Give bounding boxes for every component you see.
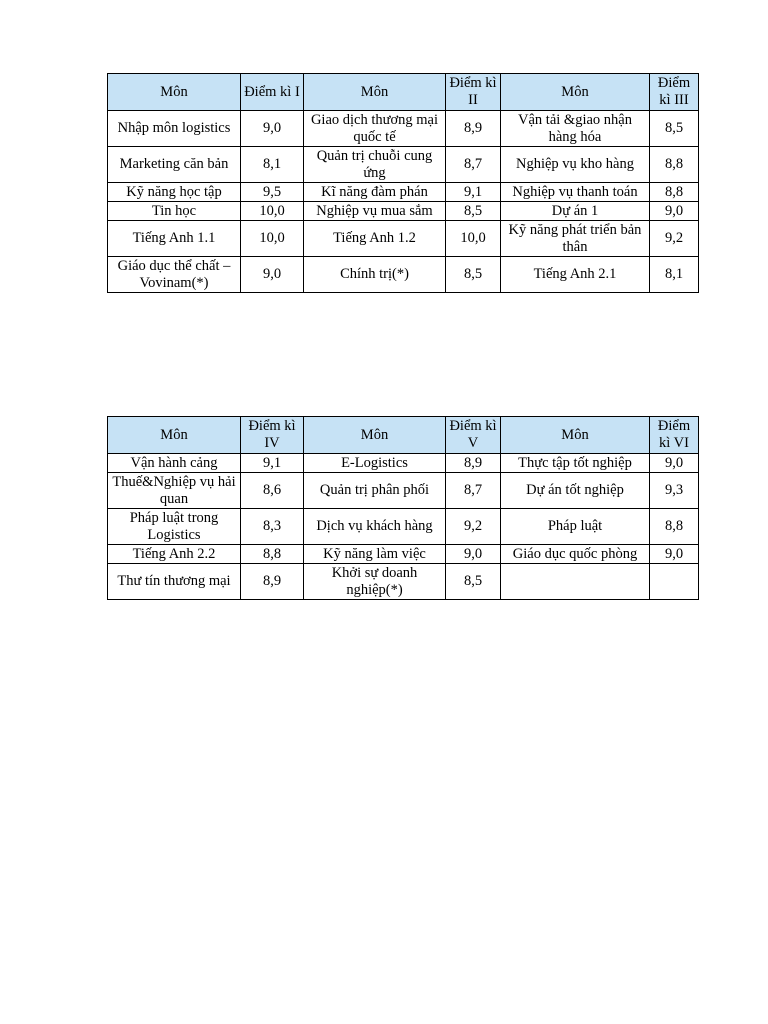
- header-grade-semester-4: Điểm kì IV: [241, 417, 304, 454]
- subject-cell: Kỹ năng học tập: [108, 183, 241, 202]
- grade-cell: 8,7: [446, 473, 501, 509]
- table-row: [108, 257, 699, 293]
- header-grade-semester-2: Điểm kì II: [446, 74, 501, 111]
- header-subject: Môn: [108, 74, 241, 111]
- subject-cell: Tiếng Anh 1.1: [108, 221, 241, 257]
- grade-cell: [650, 564, 699, 600]
- subject-cell: Pháp luật: [501, 509, 650, 545]
- grade-cell: 9,0: [241, 111, 304, 147]
- grade-cell: 9,0: [650, 454, 699, 473]
- subject-cell: Kỹ năng làm việc: [304, 545, 446, 564]
- grade-cell: 8,1: [241, 147, 304, 183]
- table-row: [108, 221, 699, 257]
- grade-cell: 8,8: [650, 509, 699, 545]
- grades-table-semesters-4-6: [107, 416, 699, 600]
- grade-cell: 8,5: [650, 111, 699, 147]
- grades-table-semesters-1-3: [107, 73, 699, 293]
- table-row: [108, 509, 699, 545]
- grade-cell: 9,0: [446, 545, 501, 564]
- table-header-row: [108, 417, 699, 454]
- grade-cell: 9,0: [241, 257, 304, 293]
- table-row: [108, 147, 699, 183]
- header-subject: Môn: [501, 74, 650, 111]
- grade-cell: 8,7: [446, 147, 501, 183]
- subject-cell: E-Logistics: [304, 454, 446, 473]
- table-row: [108, 564, 699, 600]
- table-header-row: [108, 74, 699, 111]
- header-grade-semester-3: Điểm kì III: [650, 74, 699, 111]
- subject-cell: Khởi sự doanh nghiệp(*): [304, 564, 446, 600]
- table-row: [108, 545, 699, 564]
- grade-cell: 10,0: [446, 221, 501, 257]
- header-subject: Môn: [501, 417, 650, 454]
- subject-cell: Thuế&Nghiệp vụ hải quan: [108, 473, 241, 509]
- subject-cell: Dịch vụ khách hàng: [304, 509, 446, 545]
- grade-cell: 8,8: [650, 147, 699, 183]
- header-grade-semester-5: Điểm kì V: [446, 417, 501, 454]
- grade-cell: 9,3: [650, 473, 699, 509]
- subject-cell: Thư tín thương mại: [108, 564, 241, 600]
- grade-cell: 10,0: [241, 202, 304, 221]
- grade-cell: 8,6: [241, 473, 304, 509]
- subject-cell: Kỹ năng phát triển bản thân: [501, 221, 650, 257]
- subject-cell: Tin học: [108, 202, 241, 221]
- table-row: [108, 473, 699, 509]
- subject-cell: Chính trị(*): [304, 257, 446, 293]
- subject-cell: Pháp luật trong Logistics: [108, 509, 241, 545]
- grade-cell: 9,2: [446, 509, 501, 545]
- grade-cell: 10,0: [241, 221, 304, 257]
- grade-cell: 9,0: [650, 202, 699, 221]
- subject-cell: Thực tập tốt nghiệp: [501, 454, 650, 473]
- subject-cell: Kĩ năng đàm phán: [304, 183, 446, 202]
- grade-cell: 8,5: [446, 257, 501, 293]
- grade-cell: 9,2: [650, 221, 699, 257]
- subject-cell: Marketing căn bản: [108, 147, 241, 183]
- subject-cell: Tiếng Anh 2.2: [108, 545, 241, 564]
- subject-cell: Nhập môn logistics: [108, 111, 241, 147]
- subject-cell: Giáo dục thể chất – Vovinam(*): [108, 257, 241, 293]
- grade-cell: 8,1: [650, 257, 699, 293]
- header-subject: Môn: [304, 417, 446, 454]
- grade-cell: 9,1: [241, 454, 304, 473]
- grade-cell: 8,9: [241, 564, 304, 600]
- grade-cell: 8,8: [650, 183, 699, 202]
- header-grade-semester-6: Điểm kì VI: [650, 417, 699, 454]
- table-row: [108, 183, 699, 202]
- grade-cell: 9,0: [650, 545, 699, 564]
- subject-cell: Giao dịch thương mại quốc tế: [304, 111, 446, 147]
- grade-cell: 8,9: [446, 111, 501, 147]
- header-subject: Môn: [304, 74, 446, 111]
- grade-cell: 8,8: [241, 545, 304, 564]
- subject-cell: Dự án 1: [501, 202, 650, 221]
- subject-cell: Quản trị phân phối: [304, 473, 446, 509]
- grade-cell: 8,3: [241, 509, 304, 545]
- subject-cell: Dự án tốt nghiệp: [501, 473, 650, 509]
- grade-cell: 8,5: [446, 564, 501, 600]
- subject-cell: Giáo dục quốc phòng: [501, 545, 650, 564]
- table-row: [108, 111, 699, 147]
- table-row: [108, 202, 699, 221]
- subject-cell: Nghiệp vụ thanh toán: [501, 183, 650, 202]
- grade-cell: 8,9: [446, 454, 501, 473]
- subject-cell: Vận tải &giao nhận hàng hóa: [501, 111, 650, 147]
- subject-cell: Vận hành cảng: [108, 454, 241, 473]
- table-row: [108, 454, 699, 473]
- subject-cell: Tiếng Anh 2.1: [501, 257, 650, 293]
- subject-cell: Nghiệp vụ mua sắm: [304, 202, 446, 221]
- grade-cell: 9,5: [241, 183, 304, 202]
- grade-cell: 9,1: [446, 183, 501, 202]
- header-subject: Môn: [108, 417, 241, 454]
- grade-cell: 8,5: [446, 202, 501, 221]
- subject-cell: Tiếng Anh 1.2: [304, 221, 446, 257]
- subject-cell: Quản trị chuỗi cung ứng: [304, 147, 446, 183]
- subject-cell: [501, 564, 650, 600]
- subject-cell: Nghiệp vụ kho hàng: [501, 147, 650, 183]
- header-grade-semester-1: Điểm kì I: [241, 74, 304, 111]
